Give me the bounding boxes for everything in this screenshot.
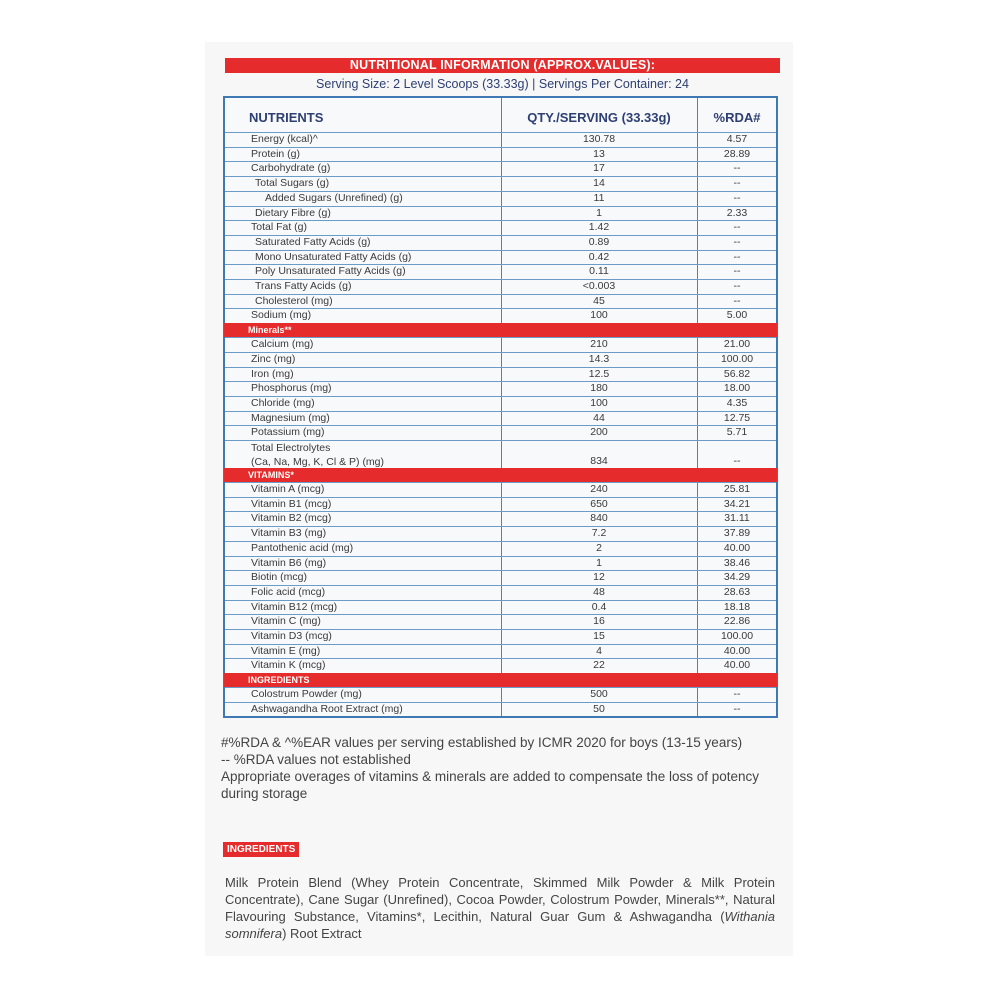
table-row-electrolytes — [225, 440, 776, 468]
nutrient-rda: 37.89 — [723, 527, 751, 540]
nutrient-rda: 38.46 — [723, 556, 751, 569]
table-row — [225, 396, 776, 411]
table-row — [225, 206, 776, 221]
nutrient-qty: 500 — [590, 688, 608, 701]
nutrient-qty: 12 — [593, 571, 605, 584]
nutrient-name: Vitamin E (mg) — [251, 644, 321, 657]
nutrient-rda: -- — [733, 294, 741, 307]
table-row — [225, 425, 776, 440]
nutrient-name: Vitamin B1 (mcg) — [251, 497, 332, 510]
nutrient-qty: 22 — [593, 659, 605, 672]
nutrient-qty: 0.42 — [588, 250, 610, 263]
nutrient-name: Biotin (mcg) — [251, 571, 308, 584]
table-row — [225, 264, 776, 279]
nutrient-name: Energy (kcal)^ — [251, 133, 318, 145]
nutrient-rda: 21.00 — [723, 338, 751, 351]
nutrient-name: Vitamin B12 (mcg) — [251, 600, 338, 613]
nutrient-name: Protein (g) — [251, 147, 301, 160]
table-row — [225, 497, 776, 512]
table-row — [225, 337, 776, 352]
nutrient-qty: 240 — [590, 483, 608, 495]
table-row — [225, 585, 776, 600]
nutrient-qty: 840 — [590, 512, 608, 525]
nutrient-qty: 15 — [593, 630, 605, 642]
section-ingredients: INGREDIENTS — [224, 673, 777, 687]
nutrient-name: Poly Unsaturated Fatty Acids (g) — [255, 265, 406, 278]
nutrient-qty: 44 — [593, 411, 605, 424]
nutrient-qty: 14 — [593, 177, 605, 190]
nutrient-rda: 40.00 — [723, 659, 751, 672]
nutrient-name: Mono Unsaturated Fatty Acids (g) — [255, 250, 412, 263]
nutrient-rda: 5.00 — [726, 309, 748, 322]
nutrient-name: Cholesterol (mg) — [255, 294, 333, 307]
ingredients-text-main: Milk Protein Blend (Whey Protein Concentrate, Skimmed Milk Powder & Milk Protein Concentrate), Cane Sugar (Unrefined), Cocoa Powder, Colostrum Powder, Minerals**, Natural Flavouring Substance, Vitamins*, Lecithin, Natural Guar Gum & Ashwagandha ( — [225, 875, 775, 924]
ingredients-tag: INGREDIENTS — [223, 842, 299, 857]
nutrient-name: Magnesium (mg) — [251, 411, 330, 424]
table-row — [225, 235, 776, 250]
nutrient-qty: 12.5 — [588, 367, 610, 380]
nutrient-name: Folic acid (mcg) — [251, 585, 326, 598]
nutrient-name: Vitamin B3 (mg) — [251, 527, 327, 540]
nutrient-rda: 5.71 — [726, 426, 748, 439]
nutrition-banner: NUTRITIONAL INFORMATION (APPROX.VALUES): — [225, 58, 780, 73]
table-row — [225, 367, 776, 382]
footnote-overages: Appropriate overages of vitamins & minerals are added to compensate the loss of potency during storage — [221, 769, 760, 801]
nutrient-name: Total Fat (g) — [251, 221, 308, 234]
nutrient-qty: 200 — [590, 426, 608, 439]
nutrient-name — [251, 441, 384, 469]
nutrient-rda: 56.82 — [723, 367, 751, 380]
nutrient-rda: 28.89 — [723, 147, 751, 160]
table-row — [225, 658, 776, 673]
table-row — [225, 556, 776, 571]
nutrient-name: Iron (mg) — [251, 367, 294, 380]
nutrient-name: Vitamin K (mcg) — [251, 659, 326, 672]
header-nutrients: NUTRIENTS — [249, 110, 324, 125]
nutrient-name: Colostrum Powder (mg) — [251, 688, 362, 701]
nutrient-rda: 18.00 — [723, 382, 751, 395]
nutrient-qty: 100 — [590, 309, 608, 322]
table-row — [225, 570, 776, 585]
nutrient-qty: 180 — [590, 382, 608, 395]
nutrient-rda: 4.35 — [726, 396, 748, 409]
ingredients-text — [225, 874, 775, 942]
nutrient-name: Ashwagandha Root Extract (mg) — [251, 702, 403, 715]
nutrient-qty: 50 — [593, 702, 605, 715]
table-row — [225, 294, 776, 309]
nutrient-rda: 12.75 — [723, 411, 751, 424]
nutrient-name: Phosphorus (mg) — [251, 382, 332, 395]
nutrient-name: Dietary Fibre (g) — [255, 206, 331, 219]
header-rda: %RDA# — [713, 110, 761, 125]
nutrient-qty: 16 — [593, 615, 605, 628]
table-row — [225, 702, 776, 717]
nutrient-name: Vitamin B6 (mg) — [251, 556, 327, 569]
nutrient-rda: -- — [733, 221, 741, 234]
nutrient-name: Zinc (mg) — [251, 352, 296, 365]
nutrient-rda: -- — [733, 455, 741, 467]
nutrient-qty: 14.3 — [588, 352, 610, 365]
footnote-not-established: -- %RDA values not established — [221, 752, 411, 767]
nutrient-rda: -- — [733, 688, 741, 701]
table-row — [225, 279, 776, 294]
nutrient-qty: 45 — [593, 294, 605, 307]
nutrient-qty: 0.89 — [588, 235, 610, 248]
nutrient-rda: 18.18 — [723, 600, 751, 613]
nutrient-rda: 4.57 — [726, 133, 748, 145]
nutrient-rda: 40.00 — [723, 644, 751, 657]
nutrient-name: Vitamin D3 (mcg) — [251, 630, 332, 642]
section-minerals: Minerals** — [224, 323, 777, 337]
nutrient-name: Saturated Fatty Acids (g) — [255, 235, 371, 248]
table-row — [225, 644, 776, 659]
nutrient-rda: 34.29 — [723, 571, 751, 584]
serving-info: Serving Size: 2 Level Scoops (33.33g) | Servings Per Container: 24 — [316, 77, 689, 91]
nutrient-rda: 2.33 — [726, 206, 748, 219]
table-row — [225, 600, 776, 615]
nutrient-name: Total Sugars (g) — [255, 177, 330, 190]
table-row — [225, 308, 776, 323]
nutrient-name: Pantothenic acid (mg) — [251, 541, 354, 554]
nutrient-rda: 100.00 — [720, 352, 754, 365]
nutrient-rda: 100.00 — [720, 630, 754, 642]
nutrient-qty: 0.4 — [591, 600, 607, 613]
table-row — [225, 614, 776, 629]
nutrient-name: Sodium (mg) — [251, 309, 312, 322]
nutrient-rda: 25.81 — [723, 483, 751, 495]
nutrient-qty: <0.003 — [582, 280, 616, 292]
nutrient-qty: 100 — [590, 396, 608, 409]
nutrient-qty: 1 — [596, 556, 602, 569]
table-row — [225, 526, 776, 541]
nutrient-name: Trans Fatty Acids (g) — [255, 280, 352, 292]
footnotes — [221, 734, 776, 802]
nutrient-rda: 28.63 — [723, 585, 751, 598]
nutrient-rda: -- — [733, 191, 741, 204]
electrolytes-line2: (Ca, Na, Mg, K, Cl & P) (mg) — [251, 456, 385, 468]
table-row — [225, 147, 776, 162]
nutrient-qty: 0.11 — [589, 265, 609, 278]
table-row — [225, 132, 776, 147]
ingredients-text-italic: Withania somnifera — [225, 909, 775, 941]
nutrient-rda: 40.00 — [723, 541, 751, 554]
nutrient-qty: 7.2 — [591, 527, 607, 540]
table-row — [225, 482, 776, 497]
nutrient-rda: -- — [733, 265, 741, 278]
electrolytes-line1: Total Electrolytes — [251, 442, 331, 454]
table-row — [225, 541, 776, 556]
nutrient-name: Calcium (mg) — [251, 338, 314, 351]
nutrient-rda: 31.11 — [724, 512, 750, 525]
nutrient-name: Added Sugars (Unrefined) (g) — [265, 191, 403, 204]
table-row — [225, 381, 776, 396]
ingredients-text-end: ) Root Extract — [282, 926, 362, 941]
table-row — [225, 629, 776, 644]
nutrient-qty: 48 — [593, 585, 605, 598]
nutrient-qty: 2 — [596, 541, 602, 554]
table-row — [225, 687, 776, 702]
nutrient-qty: 650 — [590, 497, 608, 510]
nutrient-rda: -- — [733, 177, 741, 190]
nutrient-name: Potassium (mg) — [251, 426, 325, 439]
table-row — [225, 191, 776, 206]
table-row — [225, 176, 776, 191]
nutrient-qty: 210 — [590, 338, 608, 351]
nutrient-name: Vitamin C (mg) — [251, 615, 321, 628]
table-row — [225, 161, 776, 176]
header-qty: QTY./SERVING (33.33g) — [527, 110, 671, 125]
nutrient-qty: 4 — [596, 644, 602, 657]
nutrition-table — [223, 96, 778, 718]
nutrient-rda: 34.21 — [723, 497, 751, 510]
nutrient-qty: 17 — [593, 162, 605, 175]
nutrient-qty: 13 — [593, 147, 605, 160]
nutrient-qty: 130.78 — [582, 133, 616, 145]
table-row — [225, 511, 776, 526]
nutrient-rda: -- — [733, 162, 741, 175]
nutrient-name: Chloride (mg) — [251, 396, 315, 409]
section-vitamins: VITAMINS* — [224, 468, 777, 482]
nutrient-rda: 22.86 — [723, 615, 751, 628]
nutrient-name: Carbohydrate (g) — [251, 162, 331, 175]
nutrient-qty: 1.42 — [588, 221, 610, 234]
nutrient-name: Vitamin B2 (mcg) — [251, 512, 332, 525]
nutrient-qty: 11 — [593, 191, 605, 204]
nutrient-qty: 834 — [590, 455, 608, 467]
table-row — [225, 220, 776, 235]
footnote-rda: #%RDA & ^%EAR values per serving established by ICMR 2020 for boys (13-15 years) — [221, 735, 743, 750]
table-row — [225, 352, 776, 367]
nutrient-qty: 1 — [596, 206, 602, 219]
nutrient-rda: -- — [733, 250, 741, 263]
nutrient-rda: -- — [733, 235, 741, 248]
table-row — [225, 250, 776, 265]
nutrient-rda: -- — [733, 702, 741, 715]
table-row — [225, 411, 776, 426]
nutrient-name: Vitamin A (mcg) — [251, 483, 325, 495]
nutrient-rda: -- — [733, 280, 741, 292]
